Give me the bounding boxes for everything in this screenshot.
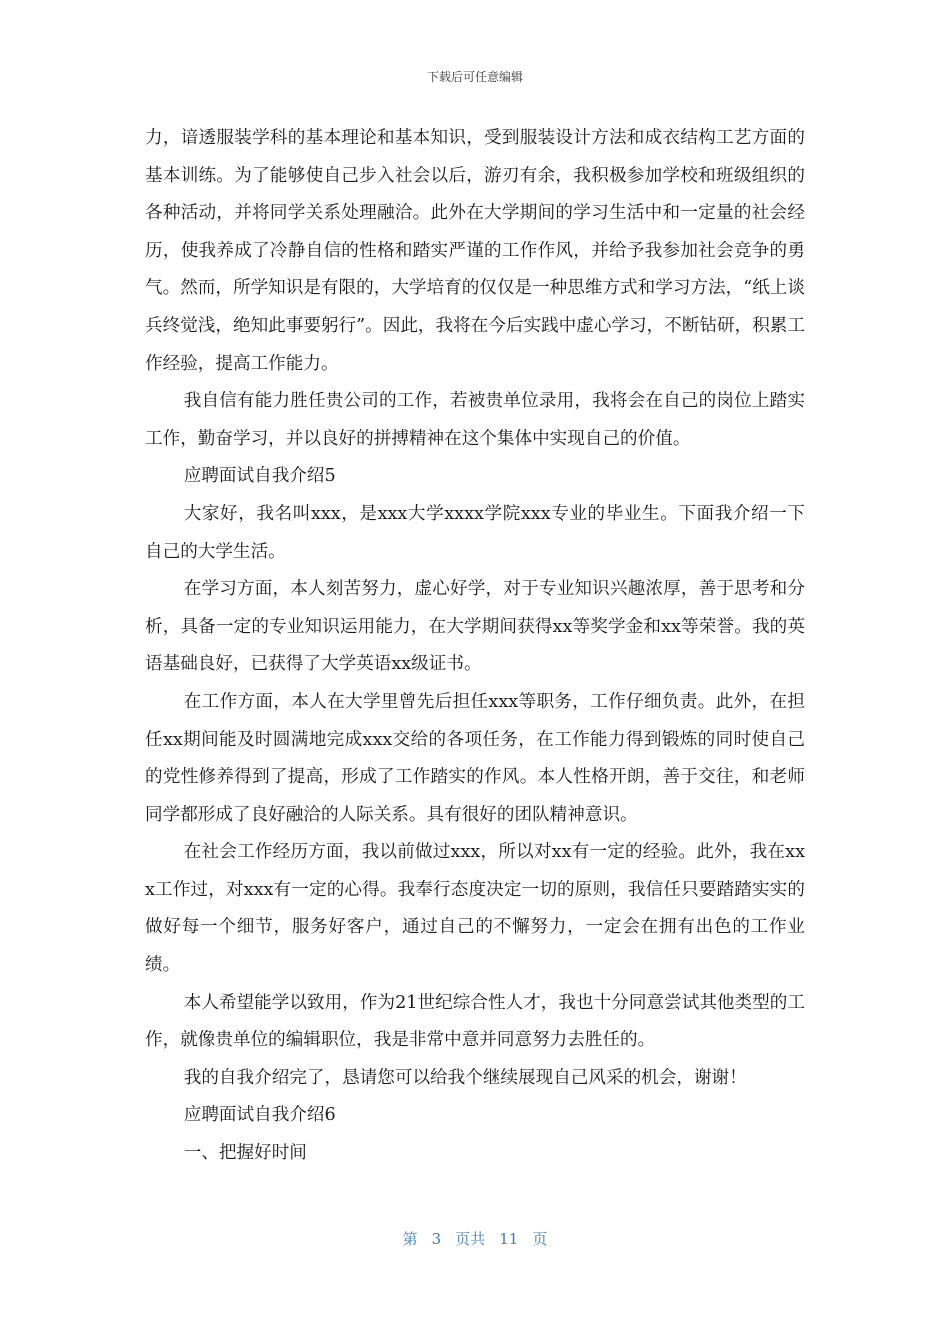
paragraph-work: 在工作方面，本人在大学里曾先后担任xxx等职务，工作仔细负责。此外，在担任xx期间能及时圆满地完成xxx交给的各项任务，在工作能力得到锻炼的同时使自己的党性修养得到了提高，形成了工作踏实的作风。本人性格开朗，善于交往，和老师同学都形成了良好融洽的人际关系。具有很好的团队精神意识。 <box>145 691 805 825</box>
section-heading-5: 应聘面试自我介绍5 <box>183 466 336 487</box>
paragraph-study: 在学习方面，本人刻苦努力，虚心好学，对于专业知识兴趣浓厚，善于思考和分析，具备一定的专业知识运用能力，在大学期间获得xx等奖学金和xx等荣誉。我的英语基础良好，已获得了大学英语xx级证书。 <box>145 579 805 675</box>
footer-page-number: 3 <box>431 1230 442 1248</box>
page-header: 下载后可任意编辑 <box>426 70 523 84</box>
paragraph-closing: 我的自我介绍完了，恳请您可以给我个继续展现自己风采的机会，谢谢！ <box>183 1067 747 1088</box>
footer-suffix: 页 <box>532 1230 548 1248</box>
document-body <box>145 120 805 1173</box>
paragraph-greeting: 大家好，我名叫xxx，是xxx大学xxxx学院xxx专业的毕业生。下面我介绍一下自己的大学生活。 <box>145 503 805 562</box>
list-item-time: 一、把握好时间 <box>183 1143 307 1164</box>
paragraph-confidence: 我自信有能力胜任贵公司的工作，若被贵单位录用，我将会在自己的岗位上踏实工作，勤奋学习，并以良好的拼搏精神在这个集体中实现自己的价值。 <box>145 391 805 449</box>
footer-prefix: 第 <box>402 1230 418 1248</box>
page-footer <box>0 1228 950 1249</box>
paragraph-continuation: 力，谙透服装学科的基本理论和基本知识，受到服装设计方法和成衣结构工艺方面的基本训练。为了能够使自己步入社会以后，游刃有余，我积极参加学校和班级组织的各种活动，并将同学关系处理融洽。此外在大学期间的学习生活中和一定量的社会经历，使我养成了冷静自信的性格和踏实严谨的工作作风，并给予我参加社会竞争的勇气。然而，所学知识是有限的，大学培育的仅仅是一种思维方式和学习方法，“纸上谈兵终觉浅，绝知此事要躬行”。因此，我将在今后实践中虚心学习，不断钻研，积累工作经验，提高工作能力。 <box>145 128 805 374</box>
paragraph-hope: 本人希望能学以致用，作为21世纪综合性人才，我也十分同意尝试其他类型的工作，就像贵单位的编辑职位，我是非常中意并同意努力去胜任的。 <box>145 992 805 1051</box>
footer-middle: 页共 <box>455 1230 486 1248</box>
footer-total-pages: 11 <box>499 1230 519 1248</box>
paragraph-social-experience: 在社会工作经历方面，我以前做过xxx，所以对xx有一定的经验。此外，我在xxx工作过，对xxx有一定的心得。我奉行态度决定一切的原则，我信任只要踏踏实实的做好每一个细节，服务好客户，通过自己的不懈努力，一定会在拥有出色的工作业绩。 <box>145 842 805 976</box>
section-heading-6: 应聘面试自我介绍6 <box>183 1105 336 1126</box>
